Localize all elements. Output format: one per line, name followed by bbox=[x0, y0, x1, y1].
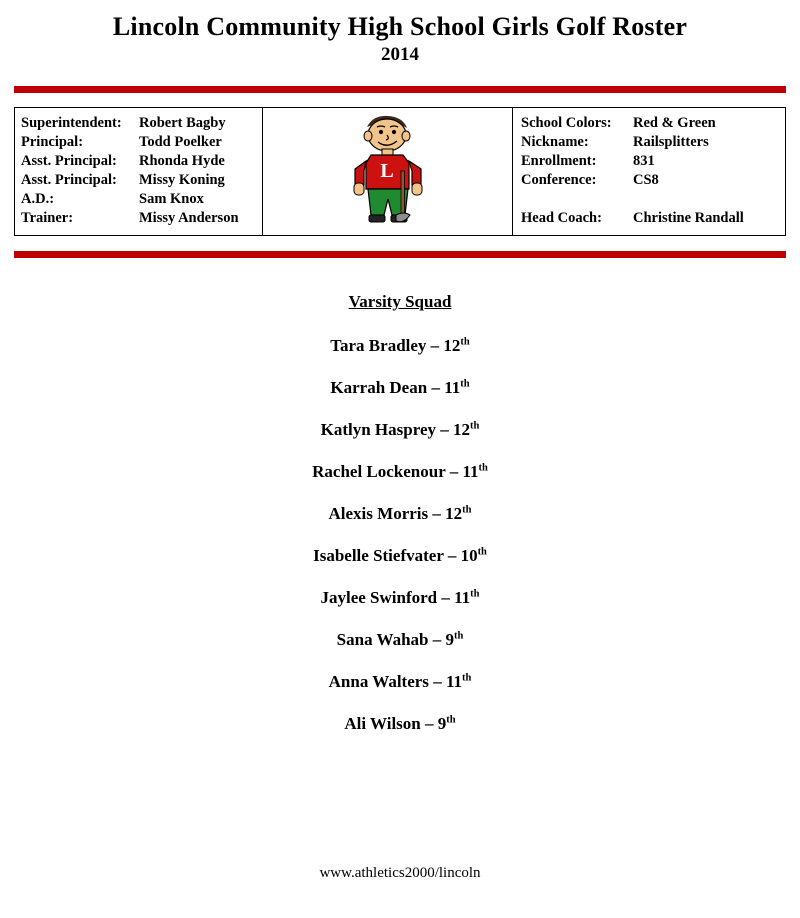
player-dash: – bbox=[447, 545, 461, 565]
divider-top bbox=[14, 86, 786, 93]
school-info-row bbox=[521, 152, 785, 171]
page-title: Lincoln Community High School Girls Golf Roster bbox=[112, 12, 688, 41]
head-coach-value: Christine Randall bbox=[633, 209, 744, 226]
player-grade: 12 bbox=[453, 419, 471, 439]
staff-label: Superintendent: bbox=[21, 114, 122, 131]
school-info-value: Railsplitters bbox=[633, 133, 709, 150]
player-name: Tara Bradley bbox=[330, 335, 427, 355]
player-dash: – bbox=[430, 335, 444, 355]
player-name: Karrah Dean bbox=[330, 377, 428, 397]
school-info-value: 831 bbox=[633, 152, 655, 169]
svg-text:L: L bbox=[379, 160, 394, 183]
player-grade: 11 bbox=[444, 377, 461, 397]
player-grade-suffix: th bbox=[462, 672, 472, 684]
player-name: Ali Wilson bbox=[344, 713, 421, 733]
info-table bbox=[14, 107, 786, 236]
player-dash: – bbox=[433, 671, 446, 691]
staff-value: Missy Anderson bbox=[139, 209, 239, 226]
player-name: Rachel Lockenour bbox=[312, 461, 446, 481]
school-info-column bbox=[513, 108, 785, 235]
player-dash: – bbox=[431, 377, 445, 397]
mascot-column bbox=[263, 108, 513, 235]
school-info-row bbox=[521, 133, 785, 152]
player-grade-suffix: th bbox=[470, 588, 480, 600]
squad-heading: Varsity Squad bbox=[348, 291, 452, 311]
player-dash: – bbox=[432, 503, 446, 523]
roster-entry bbox=[0, 378, 800, 398]
school-info-value: Red & Green bbox=[633, 114, 716, 131]
staff-row bbox=[21, 133, 262, 152]
school-info-label: Nickname: bbox=[521, 133, 589, 150]
school-info-label: Conference: bbox=[521, 171, 597, 188]
player-dash: – bbox=[432, 629, 446, 649]
player-grade: 11 bbox=[445, 671, 462, 691]
staff-row bbox=[21, 171, 262, 190]
divider-bottom bbox=[14, 251, 786, 258]
staff-value: Sam Knox bbox=[139, 190, 204, 207]
player-dash: – bbox=[441, 587, 455, 607]
roster-entry bbox=[0, 714, 800, 734]
head-coach-label: Head Coach: bbox=[521, 209, 602, 226]
roster-entry bbox=[0, 336, 800, 356]
player-name: Isabelle Stiefvater bbox=[313, 545, 444, 565]
page-year: 2014 bbox=[381, 43, 419, 65]
roster-entry bbox=[0, 672, 800, 692]
roster-entry bbox=[0, 420, 800, 440]
roster-entry bbox=[0, 588, 800, 608]
school-info-row bbox=[521, 114, 785, 133]
player-grade: 9 bbox=[437, 713, 447, 733]
player-grade: 12 bbox=[445, 503, 463, 523]
staff-label: Trainer: bbox=[21, 209, 74, 226]
player-grade-suffix: th bbox=[477, 546, 487, 558]
roster-entry bbox=[0, 630, 800, 650]
staff-value: Robert Bagby bbox=[139, 114, 226, 131]
head-coach-row bbox=[521, 209, 785, 228]
player-grade: 11 bbox=[454, 587, 471, 607]
staff-value: Rhonda Hyde bbox=[139, 152, 225, 169]
player-grade-suffix: th bbox=[462, 504, 472, 516]
player-dash: – bbox=[449, 461, 463, 481]
railsplitter-mascot-icon bbox=[333, 111, 443, 231]
player-name: Jaylee Swinford bbox=[320, 587, 438, 607]
staff-row bbox=[21, 114, 262, 133]
roster-entry bbox=[0, 462, 800, 482]
staff-value: Todd Poelker bbox=[139, 133, 222, 150]
player-grade: 9 bbox=[445, 629, 454, 649]
player-grade: 10 bbox=[460, 545, 478, 565]
player-grade: 12 bbox=[443, 335, 461, 355]
player-dash: – bbox=[440, 419, 454, 439]
school-info-label: Enrollment: bbox=[521, 152, 597, 169]
staff-label: A.D.: bbox=[21, 190, 55, 207]
school-info-row bbox=[521, 171, 785, 190]
roster-entry bbox=[0, 546, 800, 566]
footer-url: www.athletics2000/lincoln bbox=[319, 865, 481, 881]
player-dash: – bbox=[425, 713, 438, 733]
player-grade-suffix: th bbox=[453, 630, 464, 642]
player-grade-suffix: th bbox=[460, 336, 470, 348]
school-info-value: CS8 bbox=[633, 171, 659, 188]
player-grade-suffix: th bbox=[478, 462, 488, 474]
staff-value: Missy Koning bbox=[139, 171, 225, 188]
title-block bbox=[0, 0, 800, 66]
staff-label: Asst. Principal: bbox=[21, 171, 117, 188]
staff-row bbox=[21, 190, 262, 209]
staff-column bbox=[15, 108, 263, 235]
roster-section bbox=[0, 292, 800, 734]
staff-label: Asst. Principal: bbox=[21, 152, 117, 169]
staff-row bbox=[21, 209, 262, 228]
player-name: Alexis Morris bbox=[328, 503, 429, 523]
player-name: Anna Walters bbox=[328, 671, 429, 691]
school-info-label: School Colors: bbox=[521, 114, 612, 131]
player-grade-suffix: th bbox=[470, 420, 480, 432]
spacer bbox=[521, 190, 785, 209]
roster-entry bbox=[0, 504, 800, 524]
player-name: Katlyn Hasprey bbox=[320, 419, 437, 439]
player-grade: 11 bbox=[462, 461, 479, 481]
staff-row bbox=[21, 152, 262, 171]
player-name: Sana Wahab bbox=[336, 629, 429, 649]
player-grade-suffix: th bbox=[446, 714, 456, 726]
staff-label: Principal: bbox=[21, 133, 84, 150]
player-grade-suffix: th bbox=[460, 378, 470, 390]
